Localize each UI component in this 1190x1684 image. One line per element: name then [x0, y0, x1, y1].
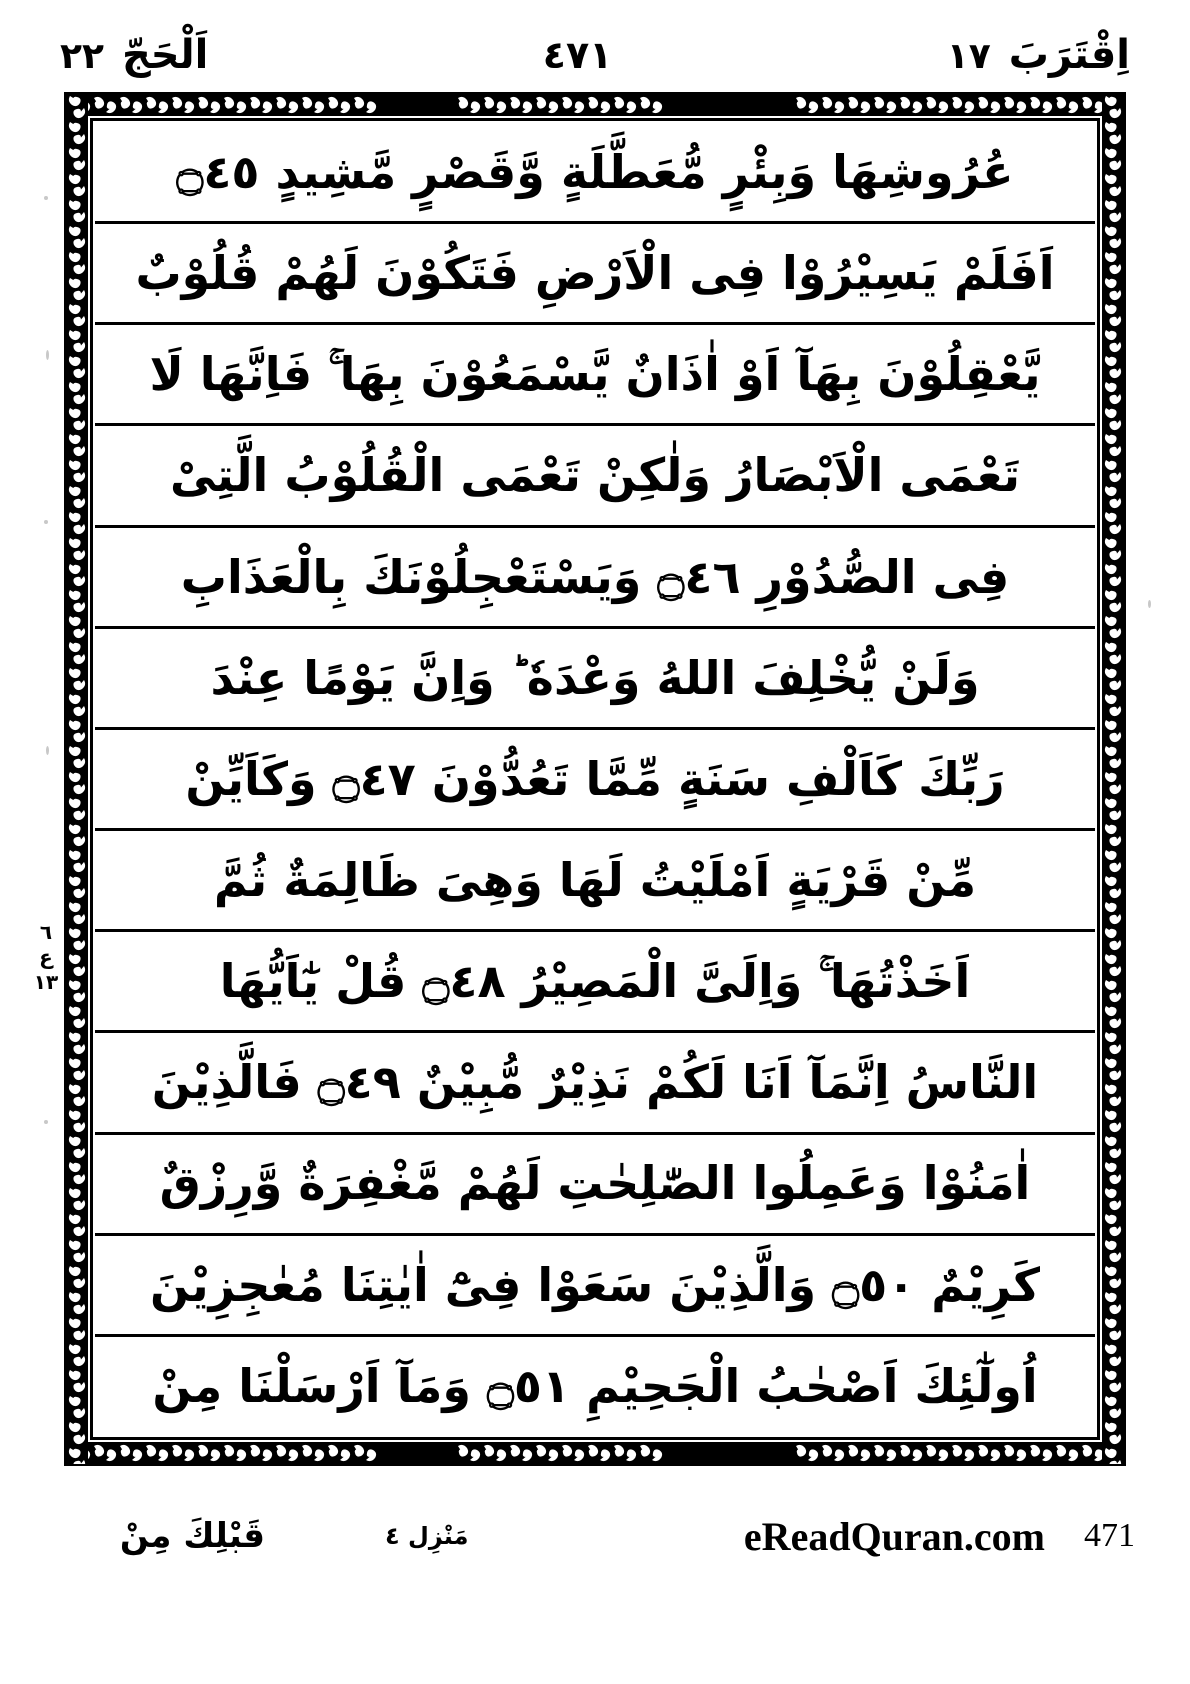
ayah-line	[95, 629, 1095, 730]
footer-page-number: 471	[1084, 1517, 1135, 1554]
ornament-right	[1102, 94, 1124, 1464]
ayah-line-text: اَفَلَمْ يَسِيْرُوْا فِى الْاَرْضِ فَتَكُوْنَ لَهُمْ قُلُوْبٌ	[135, 246, 1055, 301]
page-footer	[55, 1496, 1135, 1576]
ayah-line	[95, 123, 1095, 224]
surah-number: ٢٢	[60, 36, 104, 77]
ayah-line-text: عُرُوشِهَا وَبِئْرٍ مُّعَطَّلَةٍ وَّقَصْرٍ مَّشِيدٍ ۝٤٥	[176, 144, 1014, 199]
page-number-arabic: ٤٧١	[542, 33, 613, 77]
ayah-line-text: مِّنْ قَرْيَةٍ اَمْلَيْتُ لَهَا وَهِىَ ظَالِمَةٌ ثُمَّ	[213, 853, 977, 908]
catchword: قَبْلِكَ مِنْ	[119, 1516, 265, 1556]
ayah-line	[95, 932, 1095, 1033]
ornament-left	[66, 94, 88, 1464]
ayah-line	[95, 426, 1095, 527]
ruku-marker	[30, 920, 62, 995]
ayah-line-text: اُولٰٓئِكَ اَصْحٰبُ الْجَحِيْمِ ۝٥١ وَمَآ اَرْسَلْنَا مِنْ	[152, 1358, 1038, 1413]
juz-name: اِقْتَرَبَ	[1008, 32, 1130, 78]
ruku-label: ع	[39, 945, 53, 969]
ayah-line	[95, 730, 1095, 831]
ayah-line-text: كَرِيْمٌ ۝٥٠ وَالَّذِيْنَ سَعَوْا فِىْٓ اٰيٰتِنَا مُعٰجِزِيْنَ	[149, 1257, 1040, 1312]
ayah-line	[95, 1135, 1095, 1236]
juz-info	[946, 32, 1130, 78]
ayah-line	[95, 1033, 1095, 1134]
ayah-line-text: وَلَنْ يُّخْلِفَ اللهُ وَعْدَهٗ ؕ وَاِنَّ يَوْمًا عِنْدَ	[210, 650, 980, 705]
surah-info	[60, 32, 209, 78]
ayah-line-text: يَّعْقِلُوْنَ بِهَآ اَوْ اٰذَانٌ يَّسْمَعُوْنَ بِهَا ۚ فَاِنَّهَا لَا	[149, 347, 1041, 402]
ayah-line-text: تَعْمَى الْاَبْصَارُ وَلٰكِنْ تَعْمَى الْقُلُوْبُ الَّتِىْ	[169, 448, 1021, 503]
ornament-bottom	[66, 1442, 1124, 1464]
ayah-line	[95, 224, 1095, 325]
juz-number: ١٧	[946, 36, 991, 77]
ornament-top	[66, 94, 1124, 116]
scan-speck	[46, 350, 49, 360]
ayah-line-text: اٰمَنُوْا وَعَمِلُوا الصّٰلِحٰتِ لَهُمْ مَّغْفِرَةٌ وَّرِزْقٌ	[159, 1156, 1031, 1211]
scan-speck	[1148, 600, 1151, 608]
surah-name: اَلْحَجّ	[121, 32, 209, 78]
ayah-line-text: فِى الصُّدُوْرِ ۝٤٦ وَيَسْتَعْجِلُوْنَكَ بِالْعَذَابِ	[180, 549, 1010, 604]
scan-speck	[44, 520, 48, 524]
ayah-line-text: اَخَذْتُهَا ۚ وَاِلَىَّ الْمَصِيْرُ ۝٤٨ قُلْ يٰٓاَيُّهَا	[219, 954, 971, 1009]
scan-speck	[44, 196, 48, 200]
juz-part-number: ١٣	[33, 970, 59, 994]
brand-label[interactable]: eReadQuran.com	[743, 1513, 1045, 1559]
ayah-line-text: رَبِّكَ كَاَلْفِ سَنَةٍ مِّمَّا تَعُدُّوْنَ ۝٤٧ وَكَاَيِّنْ	[185, 751, 1005, 806]
page-header	[60, 26, 1130, 84]
ayah-line	[95, 1337, 1095, 1435]
text-frame	[64, 92, 1126, 1466]
ruku-count: ٦	[39, 920, 53, 944]
manzil-label: مَنْزِل ٤	[385, 1522, 469, 1550]
ayah-lines	[95, 123, 1095, 1435]
scan-speck	[44, 1120, 48, 1124]
ayah-line	[95, 831, 1095, 932]
ayah-line-text: النَّاسُ اِنَّمَآ اَنَا لَكُمْ نَذِيْرٌ مُّبِيْنٌ ۝٤٩ فَالَّذِيْنَ	[151, 1055, 1039, 1110]
ayah-line	[95, 528, 1095, 629]
ayah-line	[95, 1236, 1095, 1337]
ayah-line	[95, 325, 1095, 426]
scan-speck	[46, 746, 49, 755]
